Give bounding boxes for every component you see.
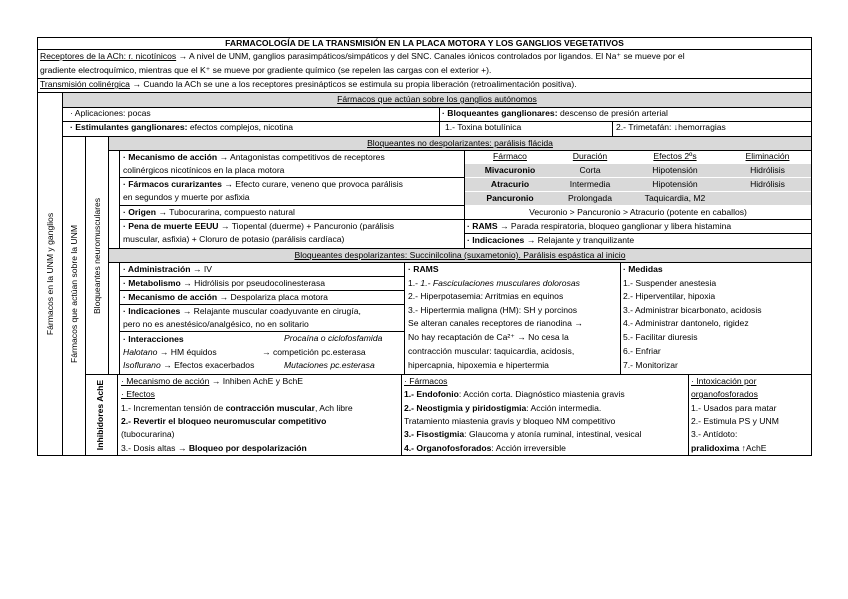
bloqueantes-ganglionares-text: descenso de presión arterial — [559, 108, 668, 118]
despol-rams-label: · RAMS — [408, 264, 439, 274]
despol-medida-item: 1.- Suspender anestesia — [623, 278, 717, 288]
side-label-outer: Fármacos en la UNM y ganglios — [45, 212, 55, 336]
side-label-bloq: Bloqueantes neuromusculares — [92, 197, 102, 315]
table-cell: Hipotensión — [652, 179, 698, 189]
despol-indic-label: · Indicaciones — [123, 306, 181, 316]
despol-rams-item: No hay recaptación de Ca²⁺ → No cesa la — [408, 332, 569, 342]
pena-label: · Pena de muerte EEUU — [123, 221, 219, 231]
intox-item: 3.- Antídoto: — [691, 429, 738, 439]
nodespol-curarizantes — [123, 179, 403, 190]
ef1-text: 1.- Incrementan tensión de — [121, 403, 226, 413]
halotano: Halotano — [123, 347, 158, 357]
despol-mec-text: → Despolariza placa motora — [219, 292, 328, 302]
transmision-label: Transmisión colinérgica — [40, 79, 130, 89]
despol-admin-label: · Administración — [123, 264, 191, 274]
estimulantes-label: · Estimulantes ganglionares: — [70, 122, 188, 132]
inhib-mec-label: · Mecanismo de acción — [121, 376, 210, 386]
bloqueantes-ganglionares-label: · Bloqueantes ganglionares: — [442, 108, 558, 118]
ganglios-bloqueantes — [442, 108, 668, 119]
despol-rams-item: hipercapnia, hipoxemia e hipertermia — [408, 360, 549, 370]
ganglios-estimulantes — [70, 122, 293, 133]
intox-item: 2.- Estimula PS y UNM — [691, 416, 779, 426]
receptores-row — [40, 51, 685, 62]
receptores-text: → A nivel de UNM, ganglios parasimpáticos/simpáticos y del SNC. Canales iónicos controlados por ligandos. El Na⁺ se mueve por el — [178, 51, 685, 61]
despol-rams-item: contracción muscular: taquicardia, acidosis, — [408, 346, 575, 356]
nodespol-indicaciones — [467, 235, 634, 246]
receptores-label: Receptores de la ACh: r. nicotínicos — [40, 51, 177, 61]
despol-interacciones-label: · Interacciones — [123, 334, 184, 344]
estimulantes-text: efectos complejos, nicotina — [189, 122, 294, 132]
curarizantes-label: · Fármacos curarizantes — [123, 179, 222, 189]
despol-medida-item: 3.- Administrar bicarbonato, acidosis — [623, 305, 762, 315]
pralidoxima: pralidoxima — [691, 443, 740, 453]
isoflurano-text: → Efectos exacerbados — [163, 360, 255, 370]
despol-medida-item: 6.- Enfriar — [623, 346, 661, 356]
inhib-farmaco-2 — [404, 403, 601, 414]
ganglios-header: Fármacos que actúan sobre los ganglios autónomos — [337, 94, 537, 104]
nodespol-mecanismo-label: · Mecanismo de acción — [123, 152, 218, 162]
isoflurano: Isoflurano — [123, 360, 161, 370]
inhib-farmacos-label: · Fármacos — [404, 376, 448, 386]
f3-text: : Glaucoma y atonía ruminal, intestinal, vesical — [464, 429, 642, 439]
nodespol-indicaciones-label: · Indicaciones — [467, 235, 525, 245]
despol-mec-label: · Mecanismo de acción — [123, 292, 218, 302]
despol-rams-item: 3.- Hipertermia maligna (HM): SH y porcinos — [408, 305, 578, 315]
f1-bold: 1.- Endofonio — [404, 389, 459, 399]
despol-metab-text: → Hidrólisis por pseudocolinesterasa — [183, 278, 326, 288]
despol-indic-text: → Relajante muscular coadyuvante en cirugía, — [182, 306, 361, 316]
inhib-efectos-label: · Efectos — [121, 389, 155, 399]
f1-text: : Acción corta. Diagnóstico miastenia gravis — [458, 389, 625, 399]
despol-indicaciones-2: pero no es anestésico/analgésico, no en solitario — [123, 319, 309, 329]
side-label-unm: Fármacos que actúan sobre la UNM — [69, 224, 79, 364]
f4-text: : Acción irreversible — [491, 443, 566, 453]
inhib-mec-text: → Inhiben AchE y BchE — [211, 376, 304, 386]
despol-indicaciones — [123, 306, 361, 317]
halotano-text: → HM équidos — [159, 347, 217, 357]
intox-item — [691, 443, 766, 454]
nodespol-mecanismo — [123, 152, 385, 163]
rams-1-text: 1.- Fasciculaciones musculares dolorosas — [420, 278, 580, 288]
potencia-order: Vecuronio > Pancuronio > Atracurio (potente en caballos) — [529, 207, 747, 217]
table-header-eliminacion: Eliminación — [745, 151, 790, 161]
receptores-text-2: gradiente electroquímico, mientras que el K⁺ se mueve por gradiente químico (se repelen las cargas con el exterior +). — [40, 65, 492, 75]
table-cell: Taquicardia, M2 — [644, 193, 706, 203]
nodespol-curarizantes-2: en segundos y muerte por asfixia — [123, 192, 250, 202]
despol-mecanismo — [123, 292, 328, 303]
table-header-duracion: Duración — [572, 151, 608, 161]
despol-inter-isoflurano — [123, 360, 254, 371]
despol-rams-item: Se alteran canales receptores de rianodina → — [408, 318, 583, 328]
nodespol-origen — [123, 207, 295, 218]
intox-item: 1.- Usados para matar — [691, 403, 777, 413]
despol-administracion — [123, 264, 212, 275]
f4-bold: 4.- Organofosforados — [404, 443, 492, 453]
f2-text: : Acción intermedia. — [526, 403, 602, 413]
pena-text: → Tiopental (duerme) + Pancuronio (parálisis — [220, 221, 395, 231]
side-label-inhib: Inhibidores AchE — [95, 379, 105, 451]
table-row: Atracurio — [490, 179, 530, 189]
nodespol-indicaciones-text: → Relajante y tranquilizante — [526, 235, 635, 245]
inhib-efecto-2: 2.- Revertir el bloqueo neuromuscular competitivo — [121, 416, 327, 426]
trimetafan: 2.- Trimetafán: ↓hemorragias — [616, 122, 726, 132]
ef1-bold: contracción muscular — [225, 403, 315, 413]
despol-metab-label: · Metabolismo — [123, 278, 181, 288]
nodespol-rams-label: · RAMS — [467, 221, 498, 231]
despol-medida-item: 4.- Administrar dantonelo, rigidez — [623, 318, 749, 328]
transmision-text: → Cuando la ACh se une a los receptores presinápticos se estimula su propia liberación (retroalimentación positiva). — [132, 79, 577, 89]
table-cell: Corta — [579, 165, 601, 175]
table-row: Pancuronio — [486, 193, 534, 203]
ef1-tail: , Ach libre — [314, 403, 353, 413]
ache-up: ↑AchE — [739, 443, 767, 453]
inhib-farmaco-4 — [404, 443, 566, 454]
ef3-bold: Bloqueo por despolarización — [188, 443, 307, 453]
ganglios-aplicaciones: · Aplicaciones: pocas — [70, 108, 151, 118]
despol-admin-text: → IV — [192, 264, 212, 274]
table-cell: Hidrólisis — [750, 165, 785, 175]
despol-inter-competicion: → competición pc.esterasa — [262, 347, 366, 357]
table-row: Mivacuronio — [484, 165, 536, 175]
despol-rams-item: 1.- 1.- Fasciculaciones musculares dolorosas — [408, 278, 580, 288]
nodespol-rams-text: → Parada respiratoria, bloqueo ganglionar y libera histamina — [499, 221, 732, 231]
origen-text: → Tubocurarina, compuesto natural — [158, 207, 295, 217]
table-cell: Intermedia — [569, 179, 611, 189]
inhib-efecto-1 — [121, 403, 353, 414]
table-cell: Prolongada — [568, 193, 612, 203]
despol-inter-procaina: Procaína o ciclofosfamida — [284, 333, 383, 343]
nodespol-pena-2: muscular, asfixia) + Cloruro de potasio (parálisis cardíaca) — [123, 234, 345, 244]
table-header-efectos: Efectos 2ºs — [653, 151, 697, 161]
ef3-text: 3.- Dosis altas → — [121, 443, 189, 453]
nodespol-mecanismo-text: → Antagonistas competitivos de receptores — [219, 152, 385, 162]
table-header-farmaco: Fármaco — [493, 151, 527, 161]
intox-label-2: organofosforados — [691, 389, 758, 399]
f2-bold: 2.- Neostigmia y piridostigmia — [404, 403, 527, 413]
despol-medida-item: 7.- Monitorizar — [623, 360, 678, 370]
despol-medidas-label: · Medidas — [623, 264, 663, 274]
despol-header: Bloqueantes despolarizantes: Succinilcolina (suxametonio). Parálisis espástica al inicio — [294, 250, 626, 260]
despol-inter-halotano — [123, 347, 217, 358]
despol-inter-mutaciones: Mutaciones pc.esterasa — [284, 360, 375, 370]
table-cell: Hipotensión — [652, 165, 698, 175]
nodespol-rams — [467, 221, 731, 232]
intox-label: · Intoxicación por — [691, 376, 757, 386]
table-cell: Hidrólisis — [750, 179, 785, 189]
inhib-mecanismo — [121, 376, 303, 387]
nodespol-header: Bloqueantes no despolarizantes: parálisis flácida — [367, 138, 553, 148]
despol-rams-item: 2.- Hiperpotasemia: Arritmias en equinos — [408, 291, 564, 301]
transmision-row — [40, 79, 577, 90]
inhib-farmaco-1 — [404, 389, 625, 400]
despol-metabolismo — [123, 278, 325, 289]
inhib-efecto-3 — [121, 443, 307, 454]
f3-bold: 3.- Fisostigmia — [404, 429, 465, 439]
toxina-botulinica: 1.- Toxina botulínica — [445, 122, 522, 132]
despol-medida-item: 5.- Facilitar diuresis — [623, 332, 698, 342]
origen-label: · Origen — [123, 207, 156, 217]
inhib-efecto-2b: (tubocurarina) — [121, 429, 175, 439]
page-title: FARMACOLOGÍA DE LA TRANSMISIÓN EN LA PLACA MOTORA Y LOS GANGLIOS VEGETATIVOS — [225, 38, 624, 48]
despol-medida-item: 2.- Hiperventilar, hipoxia — [623, 291, 716, 301]
inhib-farmaco-2b: Tratamiento miastenia gravis y bloqueo NM competitivo — [404, 416, 616, 426]
inhib-farmaco-3 — [404, 429, 641, 440]
nodespol-pena — [123, 221, 394, 232]
curarizantes-text: → Efecto curare, veneno que provoca parálisis — [224, 179, 403, 189]
nodespol-mecanismo-2: colinérgicos nicotínicos en la placa motora — [123, 165, 285, 175]
